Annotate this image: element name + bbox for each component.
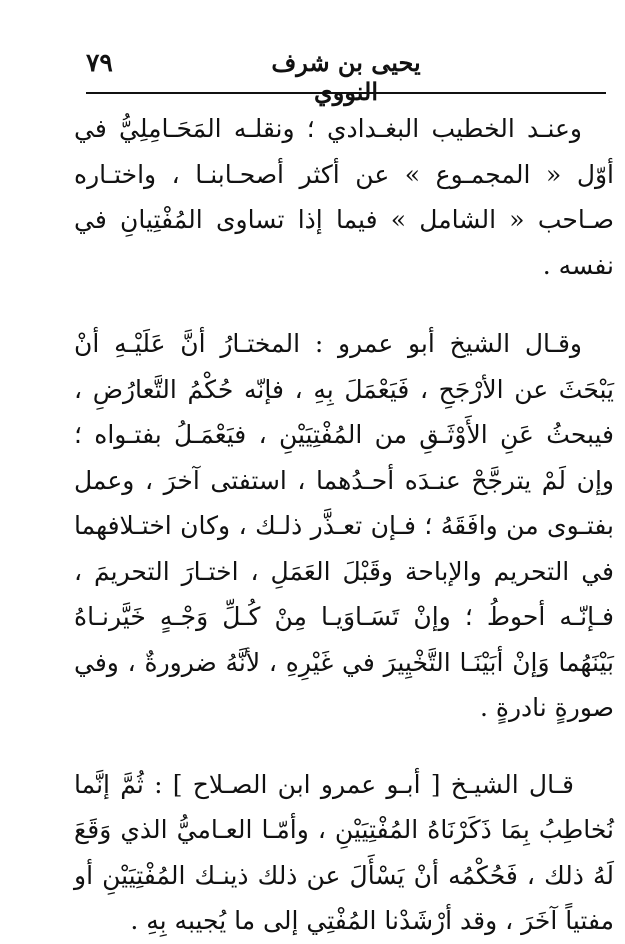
paragraph-2: وقـال الشيخ أبو عمرو : المختـارُ أنَّ عَلَيْـهِ أنْ يَبْحَثَ عن الأرْجَحِ ، فَيَعْمَلَ بِهِ ، فإنّه حُكْمُ التَّعارُضِ ، فيبحثُ عَنِ الأَوْثَـقِ من المُفْتِيَيْنِ ، فيَعْمَـلُ بفتـواه ؛ وإن لَمْ يترجَّحْ عنـدَه أحـدُهما ، استفتى آخرَ ، وعمل بفتـوى من وافَقَهُ ؛ فـإن تعـذَّر ذلـك ، وكان اختـلافهما في التحريم والإباحة وقَبْلَ العَمَلِ ، اختـارَ التحريمَ ، فـإنّـه أحوطُ ؛ وإنْ تَسَـاوَيـا مِنْ كُـلِّ وَجْـهٍ خَيَّرنـاهُ بَيْنَهُما وَإنْ أبَيْنَـا التَّخْيِيرَ في غَيْرِهِ ، لأنَّهُ ضرورةٌ ، وفي صورةٍ نادرةٍ . — [74, 329, 614, 722]
running-title: يحيى بن شرف النووي — [271, 48, 421, 106]
body-text — [74, 106, 614, 935]
header-divider — [86, 92, 606, 94]
page-header — [86, 36, 606, 106]
page-number: ٧٩ — [86, 48, 113, 77]
paragraph-3: قـال الشيـخ [ أبـو عمرو ابن الصـلاح ] : ثُمَّ إنَّما نُخاطِبُ بِمَا ذَكَرْنَاهُ المُفْتِيَيْنِ ، وأمّـا العـاميُّ الذي وَقَعَ لَهُ ذلك ، فَحُكْمُه أنْ يَسْأَلَ عن ذلك ذينـك المُفْتِيَيْنِ أو مفتياً آخَرَ ، وقد أرْشَدْنا المُفْتِي إلى ما يُجيبه بِهِ . — [74, 769, 614, 935]
paragraph-1: وعنـد الخطيب البغـدادي ؛ ونقلـه المَحَـامِلِيُّ في أوّل « المجمـوع » عن أكثر أصحـابنـا ، واختـاره صـاحب « الشامل » فيما إذا تساوى المُفْتِيانِ في نفسه . — [74, 114, 614, 280]
